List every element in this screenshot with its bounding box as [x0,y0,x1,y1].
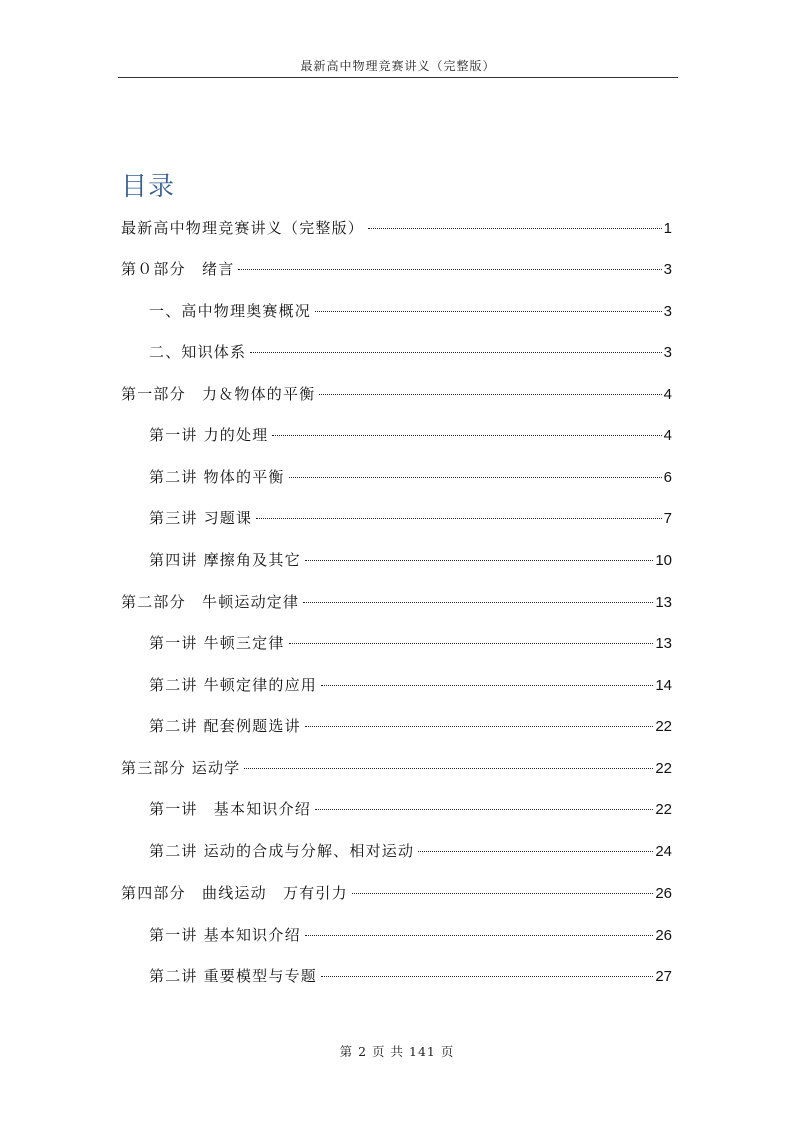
toc-entry-page: 10 [655,552,672,569]
toc-entry-label: 第二讲 配套例题选讲 [149,717,301,735]
header-rule [118,77,678,78]
toc-entry[interactable] [149,300,672,324]
dot-leader [321,685,653,686]
toc-entry[interactable] [149,507,672,531]
toc-entry[interactable] [149,798,672,822]
toc-entry-page: 22 [655,801,672,818]
dot-leader [305,726,654,727]
toc-entry-label: 第二讲 重要模型与专题 [149,967,317,985]
dot-leader [418,851,653,852]
toc-entry[interactable] [121,258,672,282]
toc-entry[interactable] [121,591,672,615]
toc-entry-page: 26 [655,927,672,944]
toc-entry-label: 第一部分 力＆物体的平衡 [121,385,316,403]
dot-leader [303,602,653,603]
toc-entry-label: 第二讲 运动的合成与分解、相对运动 [149,842,415,860]
toc-entry-label: 第三部分 运动学 [121,759,241,777]
toc-entry-label: 第二讲 物体的平衡 [149,468,285,486]
toc-entry[interactable] [121,757,672,781]
toc-entry-label: 第四部分 曲线运动 万有引力 [121,884,348,902]
toc-entry[interactable] [149,424,672,448]
dot-leader [305,935,654,936]
toc-entry[interactable] [149,341,672,365]
dot-leader [305,560,654,561]
toc-entry[interactable] [149,632,672,656]
dot-leader [272,435,661,436]
toc-entry-page: 22 [655,718,672,735]
dot-leader [250,352,661,353]
toc-entry-page: 3 [663,261,672,278]
toc-entry-label: 第三讲 习题课 [149,509,253,527]
dot-leader [319,394,661,395]
toc-entry-label: 第二讲 牛顿定律的应用 [149,676,317,694]
toc-entry-page: 13 [655,594,672,611]
toc-entry[interactable] [149,924,672,948]
toc-entry[interactable] [149,715,672,739]
toc-entry-label: 第一讲 牛顿三定律 [149,634,285,652]
dot-leader [244,768,653,769]
toc-entry[interactable] [121,217,672,241]
toc-entry[interactable] [121,882,672,906]
toc-entry-label: 二、知识体系 [149,343,247,361]
toc-entry-label: 第一讲 力的处理 [149,426,269,444]
dot-leader [368,228,662,229]
toc-entry-label: 一、高中物理奥赛概况 [149,302,312,320]
dot-leader [315,809,653,810]
toc-entry-page: 1 [663,220,672,237]
dot-leader [352,893,654,894]
toc-entry-page: 27 [655,968,672,985]
running-header: 最新高中物理竞赛讲义（完整版） [300,59,496,73]
toc-entry-label: 第一讲 基本知识介绍 [149,800,312,818]
page-footer: 第 2 页 共 141 页 [339,1044,455,1059]
toc-entry[interactable] [149,549,672,573]
toc-heading: 目录 [121,172,176,202]
toc-entry-page: 14 [655,677,672,694]
toc-entry-label: 第一讲 基本知识介绍 [149,926,301,944]
dot-leader [289,643,654,644]
dot-leader [238,269,661,270]
toc-entry-page: 22 [655,760,672,777]
toc-entry-page: 3 [663,303,672,320]
toc-entry[interactable] [149,466,672,490]
toc-entry-page: 13 [655,635,672,652]
toc-entry[interactable] [121,383,672,407]
dot-leader [256,518,661,519]
dot-leader [321,976,653,977]
dot-leader [289,477,662,478]
toc-entry-label: 第二部分 牛顿运动定律 [121,593,300,611]
toc-entry[interactable] [149,840,672,864]
toc-entry-page: 26 [655,885,672,902]
toc-entry-page: 4 [663,386,672,403]
toc-entry[interactable] [149,674,672,698]
toc-entry-page: 3 [663,344,672,361]
toc-entry[interactable] [149,965,672,989]
dot-leader [315,311,662,312]
toc-entry-page: 4 [663,427,672,444]
toc-entry-label: 第四讲 摩擦角及其它 [149,551,301,569]
toc-entry-label: 最新高中物理竞赛讲义（完整版） [121,219,365,237]
toc-entry-page: 24 [655,843,672,860]
toc-entry-page: 6 [663,469,672,486]
toc-entry-label: 第０部分 绪言 [121,260,235,278]
toc-entry-page: 7 [663,510,672,527]
